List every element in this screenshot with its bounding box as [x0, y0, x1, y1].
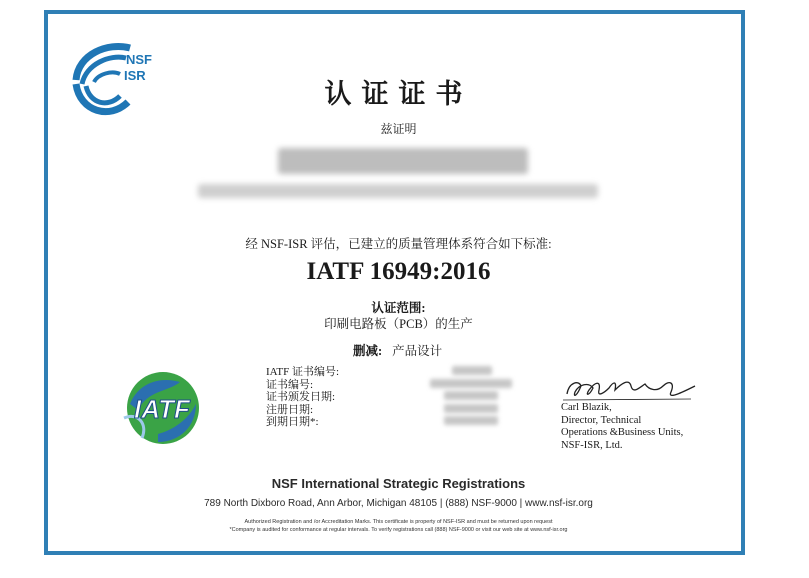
hereby-text: 兹证明	[380, 122, 417, 136]
scope-heading: 认证范围:	[371, 301, 426, 315]
scope-value: 印刷电路板（PCB）的生产	[324, 317, 473, 331]
company-address-redacted	[198, 184, 598, 198]
exclusion	[353, 341, 442, 359]
signatory-title-1: Director, Technical	[561, 414, 642, 426]
logo-isr-text: ISR	[124, 68, 146, 83]
assessment-text: 经 NSF-ISR 评估，已建立的质量管理体系符合如下标准:	[245, 237, 552, 251]
company-name-redacted	[278, 148, 528, 174]
signatory-org: NSF-ISR, Ltd.	[561, 439, 623, 451]
exclusion-label: 删减:	[353, 344, 383, 358]
signatory-title-2: Operations &Business Units,	[561, 427, 684, 438]
iatf-cert-no-redacted	[452, 366, 492, 375]
iatf-logo-text: IATF	[134, 394, 190, 424]
reg-date-label: 注册日期:	[266, 403, 314, 416]
exclusion-value: 产品设计	[392, 344, 443, 358]
footer-address: 789 North Dixboro Road, Ann Arbor, Michigan 48105 | (888) NSF-9000 | www.nsf-isr.org	[204, 498, 593, 509]
certificate-title: 认证证书	[324, 79, 473, 110]
footer-fine-print-1: Authorized Registration and /or Accreditation Marks. This certificate is property of NSF-ISR and must be returned upon request	[244, 519, 553, 525]
signatory-name: Carl Blazik,	[561, 402, 612, 413]
certificate-fields	[266, 366, 339, 429]
expiry-date-redacted	[444, 416, 498, 425]
signature	[559, 372, 699, 404]
certificate	[44, 10, 745, 555]
footer-organization: NSF International Strategic Registrations	[271, 476, 526, 491]
reg-date-redacted	[444, 404, 498, 413]
cert-no-redacted	[430, 379, 512, 388]
certificate-values-redacted	[430, 366, 512, 429]
iatf-globe-logo	[118, 364, 208, 448]
signatory	[561, 402, 683, 452]
standard-name: IATF 16949:2016	[306, 258, 491, 285]
issue-date-label: 证书颁发日期:	[266, 391, 336, 403]
cert-no-label: 证书编号:	[266, 378, 314, 391]
iatf-cert-no-label: IATF 证书编号:	[266, 366, 340, 378]
issue-date-redacted	[444, 391, 498, 400]
expiry-date-label: 到期日期*:	[266, 416, 319, 428]
footer-fine-print-2: *Company is audited for conformance at regular intervals. To verify registrations call (888) NSF-9000 or visit our web site at www.nsf-isr.org	[229, 527, 568, 533]
logo-nsf-text: NSF	[126, 52, 152, 67]
